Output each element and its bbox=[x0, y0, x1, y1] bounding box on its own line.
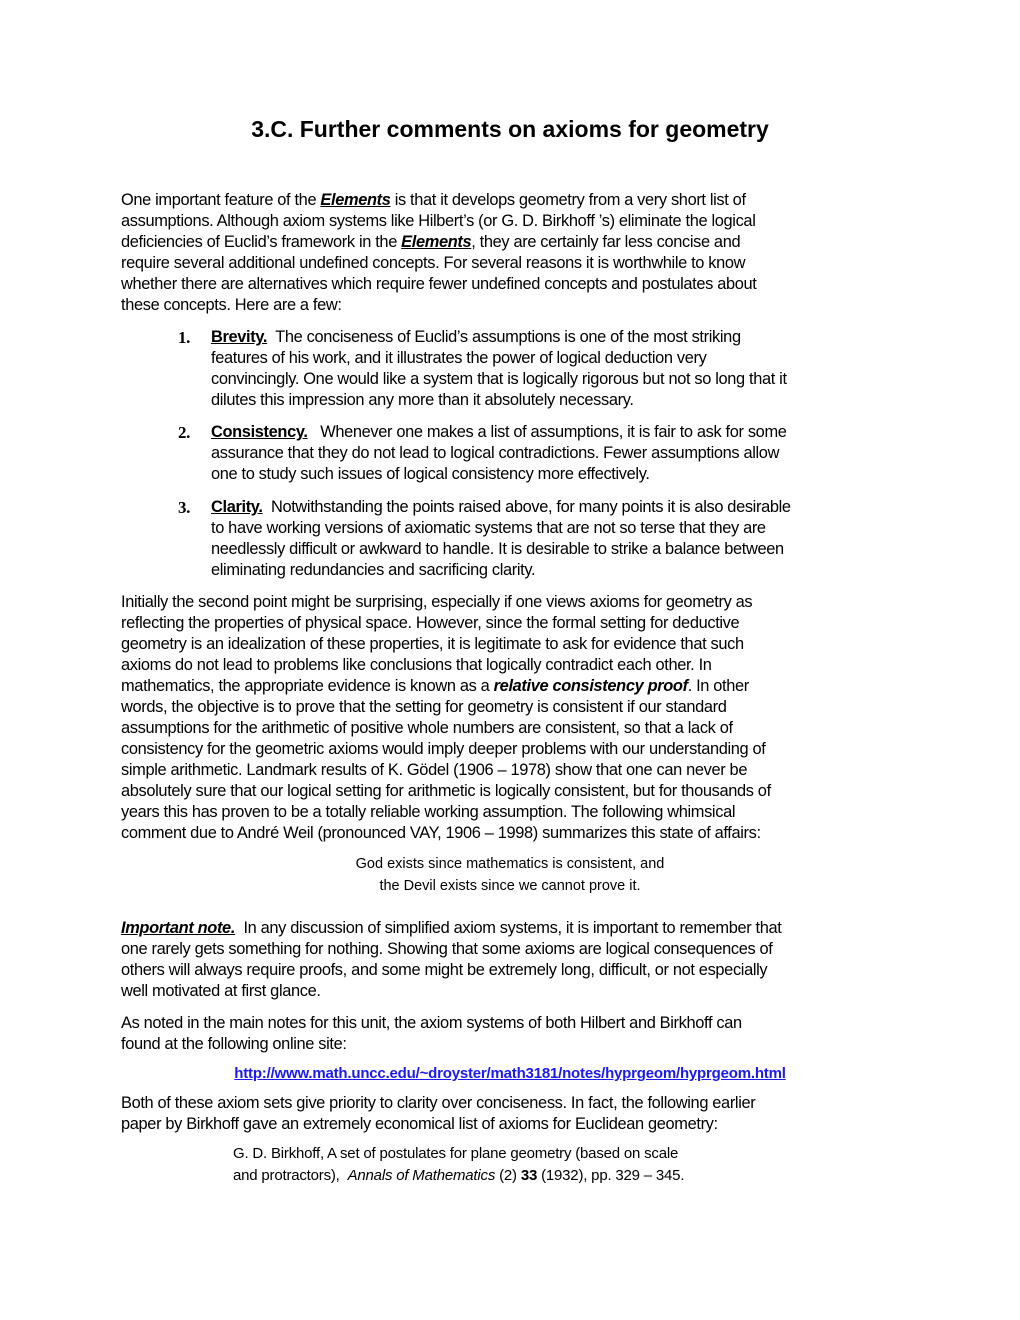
list-item-consistency: 2. Consistency. Whenever one makes a list of assumptions, it is fair to ask for some assurance that they do not lead to logical contradictions. Fewer assumptions allow one to study such issues of logical consistency more effectively. bbox=[178, 423, 787, 483]
list-number: 2. bbox=[178, 423, 191, 442]
consistency-paragraph: Initially the second point might be surprising, especially if one views axioms for geometry as reflecting the properties of physical space. However, since the formal setting for deductive geometry is an idealization of these properties, it is legitimate to ask for evidence that such axioms do not lead to problems like conclusions that logically contradict each other. In mathematics, the appropriate evidence is known as a relative consistency proof. In other words, the objective is to prove that the setting for geometry is consistent if our standard assumptions for the arithmetic of positive whole numbers are consistent, so that a lack of consistency for the geometric axioms would imply deeper problems with our understanding of simple arithmetic. Landmark results of K. Gödel (1906 – 1978) show that one can never be absolutely sure that our logical setting for arithmetic is logically consistent, but for thousands of years this has proven to be a totally reliable working assumption. The following whimsical comment due to André Weil (pronounced VAY, 1906 – 1998) summarizes this state of affairs: bbox=[121, 593, 771, 842]
list-item-clarity: 3. Clarity. Notwithstanding the points raised above, for many points it is also desirable to have working versions of axiomatic systems that are not so terse that they are needlessly difficult or awkward to handle. It is desirable to strike a balance between eliminating redundancies and sacrificing clarity. bbox=[178, 498, 791, 579]
list-heading: Brevity. bbox=[211, 328, 268, 346]
list-number: 1. bbox=[178, 328, 191, 347]
weil-quote: God exists since mathematics is consistent, and the Devil exists since we cannot prove it. bbox=[355, 856, 665, 894]
journal-title: Annals of Mathematics bbox=[347, 1167, 496, 1184]
elements-emphasis: Elements bbox=[401, 233, 472, 251]
closing-paragraph: Both of these axiom sets give priority to clarity over conciseness. In fact, the following earlier paper by Birkhoff gave an extremely economical list of axioms for Euclidean geometry: bbox=[121, 1094, 756, 1133]
important-note-paragraph: Important note. In any discussion of simplified axiom systems, it is important to remember that one rarely gets something for nothing. Showing that some axioms are logical consequences of others will always require proofs, and some might be extremely long, difficult, or not especially well motivated at first glance. bbox=[121, 919, 782, 1000]
page-title: 3.C. Further comments on axioms for geometry bbox=[251, 116, 769, 142]
online-site-paragraph: As noted in the main notes for this unit, the axiom systems of both Hilbert and Birkhoff can found at the following online site: bbox=[121, 1014, 742, 1053]
axiom-systems-link[interactable]: http://www.math.uncc.edu/~droyster/math3181/notes/hyprgeom/hyprgeom.html bbox=[234, 1065, 786, 1082]
relative-consistency-proof-term: relative consistency proof bbox=[493, 677, 688, 695]
list-number: 3. bbox=[178, 498, 191, 517]
list-heading: Clarity. bbox=[211, 498, 263, 516]
list-item-brevity: 1. Brevity. The conciseness of Euclid’s assumptions is one of the most striking features of his work, and it illustrates the power of logical deduction very convincingly. One would like a system that is logically rigorous but not so long that it dilutes this impression any more than it absolutely necessary. bbox=[178, 328, 787, 409]
volume-number: 33 bbox=[520, 1167, 538, 1184]
birkhoff-reference: G. D. Birkhoff, A set of postulates for plane geometry (based on scale and protractors), Annals of Mathematics (2) 33 (1932), pp. 329 – 345. bbox=[233, 1145, 685, 1184]
important-note-label: Important note. bbox=[121, 919, 236, 937]
elements-emphasis: Elements bbox=[320, 191, 391, 209]
list-heading: Consistency. bbox=[211, 423, 308, 441]
intro-paragraph: One important feature of the Elements is that it develops geometry from a very short list of assumptions. Although axiom systems like Hilbert’s (or G. D. Birkhoff ’s) eliminate the logical deficiencies of Euclid’s framework in the Elements, they are certainly far less concise and require several additional undefined concepts. For several reasons it is worthwhile to know whether there are alternatives which require fewer undefined concepts and postulates about these concepts. Here are a few: bbox=[121, 191, 757, 314]
